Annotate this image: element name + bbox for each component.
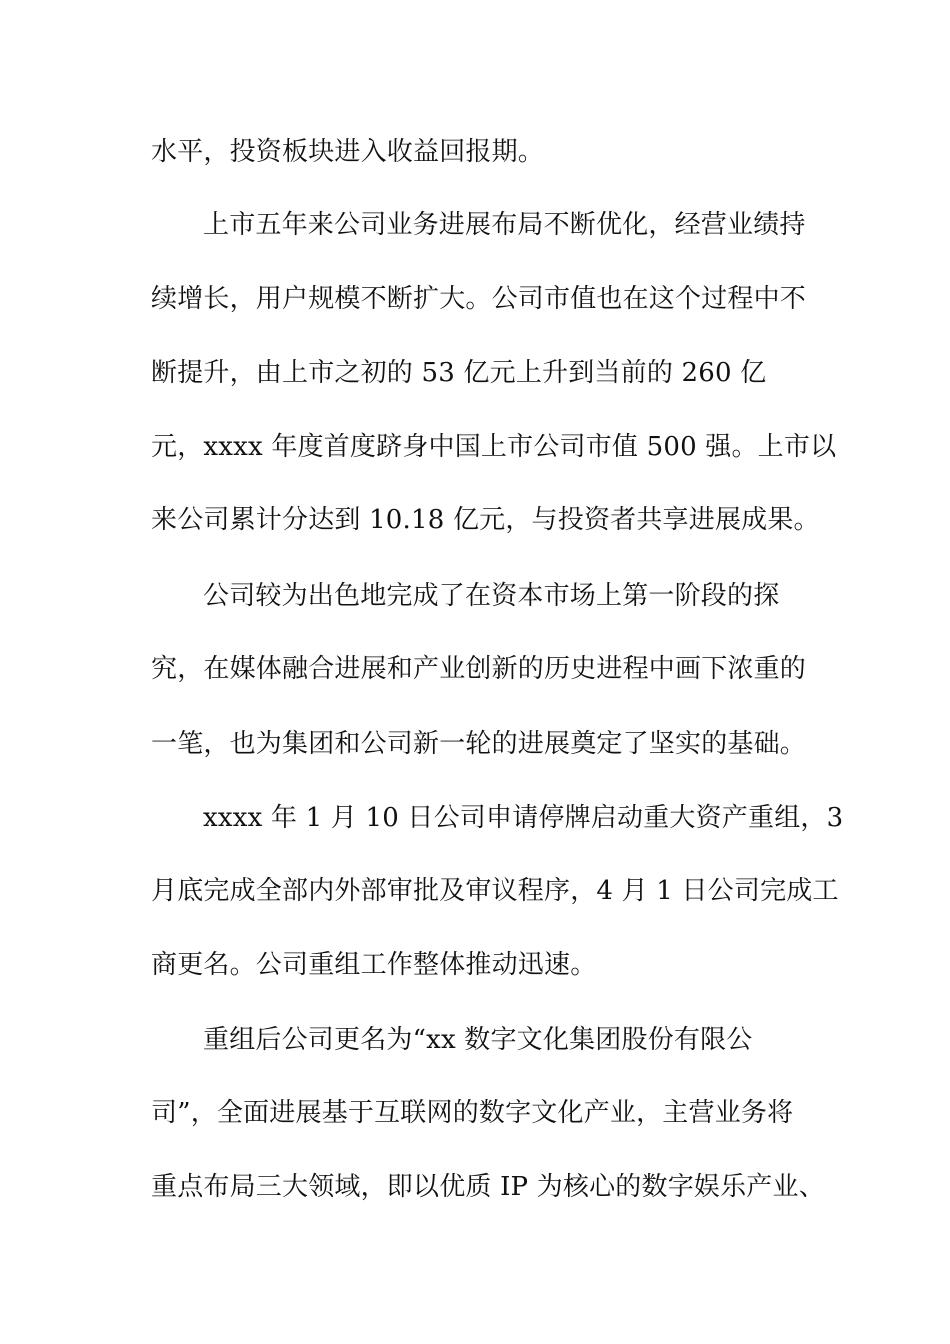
text-line: 商更名。公司重组工作整体推动迅速。 xyxy=(151,950,597,980)
text-line: 断提升，由上市之初的 53 亿元上升到当前的 260 亿 xyxy=(151,358,767,388)
text-line: 水平，投资板块进入收益回报期。 xyxy=(151,137,545,167)
paragraph-first-line: 重组后公司更名为“xx 数字文化集团股份有限公 xyxy=(203,1025,753,1055)
text-line: 元，xxxx 年度首度跻身中国上市公司市值 500 强。上市以 xyxy=(151,432,837,462)
text-line: 一笔，也为集团和公司新一轮的进展奠定了坚实的基础。 xyxy=(151,729,807,759)
paragraph-first-line: 公司较为出色地完成了在资本市场上第一阶段的探 xyxy=(203,581,780,611)
text-line: 重点布局三大领域，即以优质 IP 为核心的数字娱乐产业、 xyxy=(151,1172,825,1202)
paragraph-first-line: xxxx 年 1 月 10 日公司申请停牌启动重大资产重组，3 xyxy=(203,803,844,833)
text-line: 司”，全面进展基于互联网的数字文化产业，主营业务将 xyxy=(151,1098,794,1128)
text-line: 月底完成全部内外部审批及审议程序，4 月 1 日公司完成工 xyxy=(151,876,839,906)
paragraph-first-line: 上市五年来公司业务进展布局不断优化，经营业绩持 xyxy=(203,210,806,240)
text-line: 究，在媒体融合进展和产业创新的历史进程中画下浓重的 xyxy=(151,654,807,684)
text-line: 来公司累计分达到 10.18 亿元，与投资者共享进展成果。 xyxy=(151,505,820,535)
text-line: 续增长，用户规模不断扩大。公司市值也在这个过程中不 xyxy=(151,284,807,314)
